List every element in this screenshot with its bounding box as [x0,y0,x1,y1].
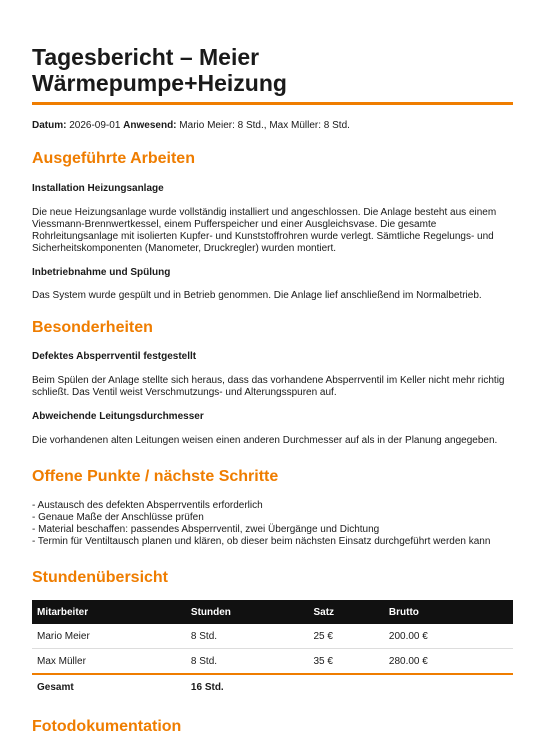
present-value: Mario Meier: 8 Std., Max Müller: 8 Std. [179,120,350,131]
table-row [32,649,513,675]
cell-employee: Mario Meier [32,624,186,649]
cell-hours: 8 Std. [186,624,309,649]
cell-gross: 280.00 € [384,649,513,675]
paragraph-commissioning: Das System wurde gespült und in Betrieb genommen. Die Anlage lief anschließend im Normalbetrieb. [32,290,482,301]
present-label: Anwesend: [123,120,177,131]
section-heading-hours: Stundenübersicht [32,569,169,586]
report-page [32,0,513,736]
hours-table [32,600,513,699]
open-points-list [32,500,513,548]
cell-hours: 8 Std. [186,649,309,675]
table-row [32,624,513,649]
paragraph-installation: Die neue Heizungsanlage wurde vollständig installiert und angeschlossen. Die Anlage besteht aus einem Viessmann-Brennwertkessel, einem Pufferspeicher und einer Ausgleichsvase. Die gesamte Rohrleitungsanlage mit isolierten Kupfer- und Kunststoffrohren wurde verlegt. Sämtliche Regelungs- und Sicherheitskomponenten (Manometer, Druckregler) wurden montiert. [32,207,497,254]
column-header-rate: Satz [313,606,335,618]
section-heading-open-points: Offene Punkte / nächste Schritte [32,468,279,485]
section-heading-photos: Fotodokumentation [32,718,182,735]
column-header-hours: Stunden [190,606,231,618]
column-header-gross: Brutto [388,606,419,618]
cell-total-rate [308,674,383,699]
cell-rate: 25 € [308,624,383,649]
table-header-row [32,600,513,624]
section-heading-special: Besonderheiten [32,319,153,336]
table-total-row [32,674,513,699]
subheading-commissioning: Inbetriebnahme und Spülung [32,267,171,278]
paragraph-diameter: Die vorhandenen alten Leitungen weisen einen anderen Durchmesser auf als in der Planung angegeben. [32,435,498,446]
cell-gross: 200.00 € [384,624,513,649]
report-title: Tagesbericht – Meier Wärmepumpe+Heizung [32,0,513,105]
section-heading-work: Ausgeführte Arbeiten [32,150,195,167]
list-item: - Material beschaffen: passendes Absperrventil, zwei Übergänge und Dichtung [32,524,380,535]
cell-total-gross [384,674,513,699]
subheading-installation: Installation Heizungsanlage [32,183,164,194]
column-header-employee: Mitarbeiter [37,606,89,618]
list-item: - Austausch des defekten Absperrventils erforderlich [32,500,263,511]
report-meta [32,119,513,132]
cell-employee: Max Müller [32,649,186,675]
paragraph-valve: Beim Spülen der Anlage stellte sich heraus, dass das vorhandene Absperrventil im Keller nicht mehr richtig schließt. Das Ventil weist Verschmutzungs- und Alterungsspuren auf. [32,375,505,398]
date-value: 2026-09-01 [69,120,121,131]
list-item: - Termin für Ventiltausch planen und klären, ob dieser beim nächsten Einsatz durchgeführt werden kann [32,536,491,547]
subheading-diameter: Abweichende Leitungsdurchmesser [32,411,204,422]
cell-rate: 35 € [308,649,383,675]
date-label: Datum: [32,120,67,131]
list-item: - Genaue Maße der Anschlüsse prüfen [32,512,204,523]
cell-total-label: Gesamt [32,674,186,699]
cell-total-hours: 16 Std. [186,674,309,699]
subheading-valve: Defektes Absperrventil festgestellt [32,351,197,362]
